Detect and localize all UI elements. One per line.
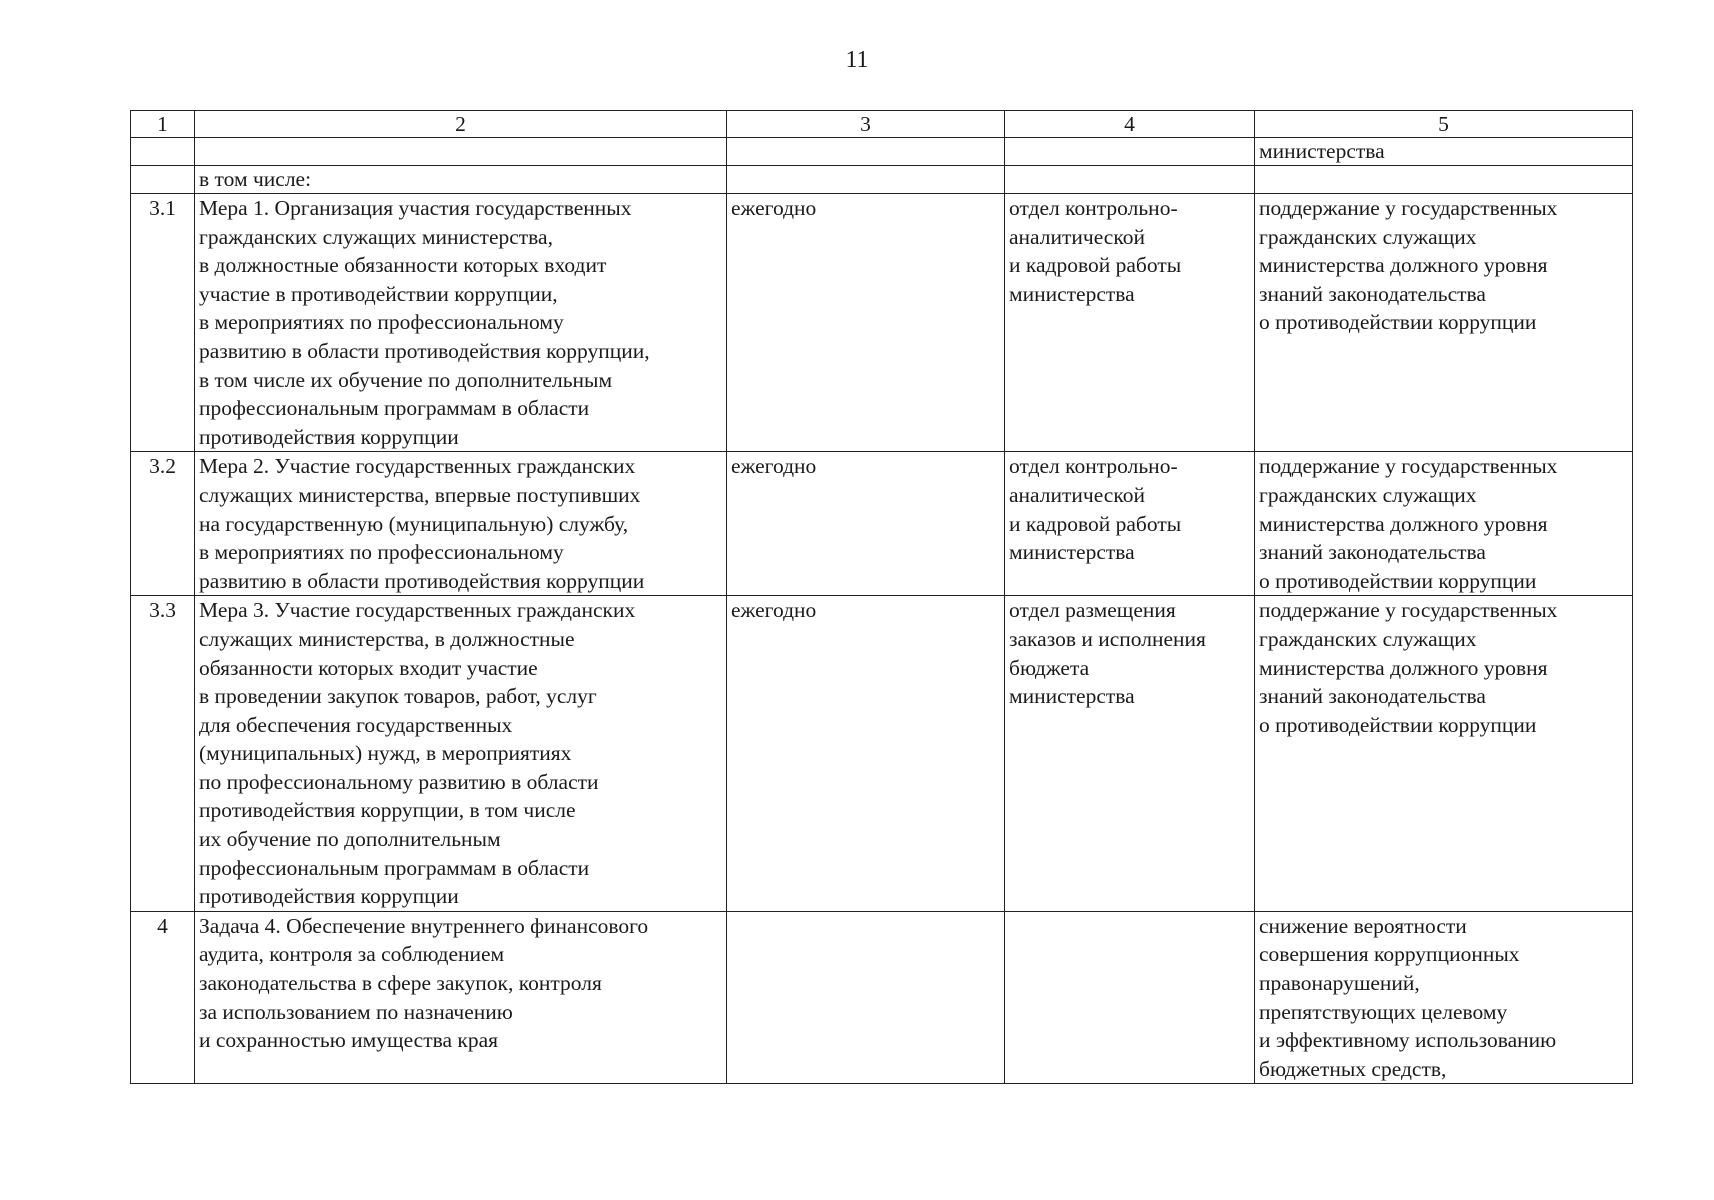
cell-num xyxy=(131,138,195,166)
cell-measure: в том числе: xyxy=(195,166,727,194)
cell-num xyxy=(131,166,195,194)
execution-term: ежегодно xyxy=(727,596,1005,912)
column-number-row xyxy=(131,111,1633,138)
measure-description: Мера 2. Участие государственных гражданских служащих министерства, впервые поступивших на государственную (муниципальную) службу, в мероприятиях по профессиональному развитию в области противодействия коррупции xyxy=(195,452,727,596)
including-row xyxy=(131,166,1633,194)
cell-result: министерства xyxy=(1255,138,1633,166)
row-number: 3.1 xyxy=(131,194,195,452)
expected-result: снижение вероятности совершения коррупционных правонарушений, препятствующих целевому и эффективному использованию бюджетных средств, xyxy=(1255,911,1633,1084)
continuation-row xyxy=(131,138,1633,166)
column-number: 2 xyxy=(195,111,727,138)
responsible-unit xyxy=(1005,911,1255,1084)
column-number: 3 xyxy=(727,111,1005,138)
expected-result: поддержание у государственных гражданских служащих министерства должного уровня знаний законодательства о противодействии коррупции xyxy=(1255,194,1633,452)
column-number: 4 xyxy=(1005,111,1255,138)
cell-result xyxy=(1255,166,1633,194)
row-number: 4 xyxy=(131,911,195,1084)
expected-result: поддержание у государственных гражданских служащих министерства должного уровня знаний законодательства о противодействии коррупции xyxy=(1255,596,1633,912)
column-number: 1 xyxy=(131,111,195,138)
column-number: 5 xyxy=(1255,111,1633,138)
cell-responsible xyxy=(1005,166,1255,194)
measure-description: Мера 1. Организация участия государственных гражданских служащих министерства, в должностные обязанности которых входит участие в противодействии коррупции, в мероприятиях по профессиональному развитию в области противодействия коррупции, в том числе их обучение по дополнительным профессиональным программам в области противодействия коррупции xyxy=(195,194,727,452)
table-row xyxy=(131,452,1633,596)
table-row xyxy=(131,596,1633,912)
measures-table xyxy=(130,110,1633,1084)
cell-term xyxy=(727,138,1005,166)
execution-term: ежегодно xyxy=(727,452,1005,596)
cell-measure xyxy=(195,138,727,166)
measure-description: Задача 4. Обеспечение внутреннего финансового аудита, контроля за соблюдением законодательства в сфере закупок, контроля за использованием по назначению и сохранностью имущества края xyxy=(195,911,727,1084)
execution-term xyxy=(727,911,1005,1084)
responsible-unit: отдел контрольно- аналитической и кадровой работы министерства xyxy=(1005,194,1255,452)
row-number: 3.3 xyxy=(131,596,195,912)
row-number: 3.2 xyxy=(131,452,195,596)
expected-result: поддержание у государственных гражданских служащих министерства должного уровня знаний законодательства о противодействии коррупции xyxy=(1255,452,1633,596)
responsible-unit: отдел контрольно- аналитической и кадровой работы министерства xyxy=(1005,452,1255,596)
table-row xyxy=(131,911,1633,1084)
cell-term xyxy=(727,166,1005,194)
execution-term: ежегодно xyxy=(727,194,1005,452)
measure-description: Мера 3. Участие государственных гражданских служащих министерства, в должностные обязанности которых входит участие в проведении закупок товаров, работ, услуг для обеспечения государственных (муниципальных) нужд, в мероприятиях по профессиональному развитию в области противодействия коррупции, в том числе их обучение по дополнительным профессиональным программам в области противодействия коррупции xyxy=(195,596,727,912)
table-row xyxy=(131,194,1633,452)
responsible-unit: отдел размещения заказов и исполнения бюджета министерства xyxy=(1005,596,1255,912)
cell-responsible xyxy=(1005,138,1255,166)
page-number: 11 xyxy=(845,47,869,73)
